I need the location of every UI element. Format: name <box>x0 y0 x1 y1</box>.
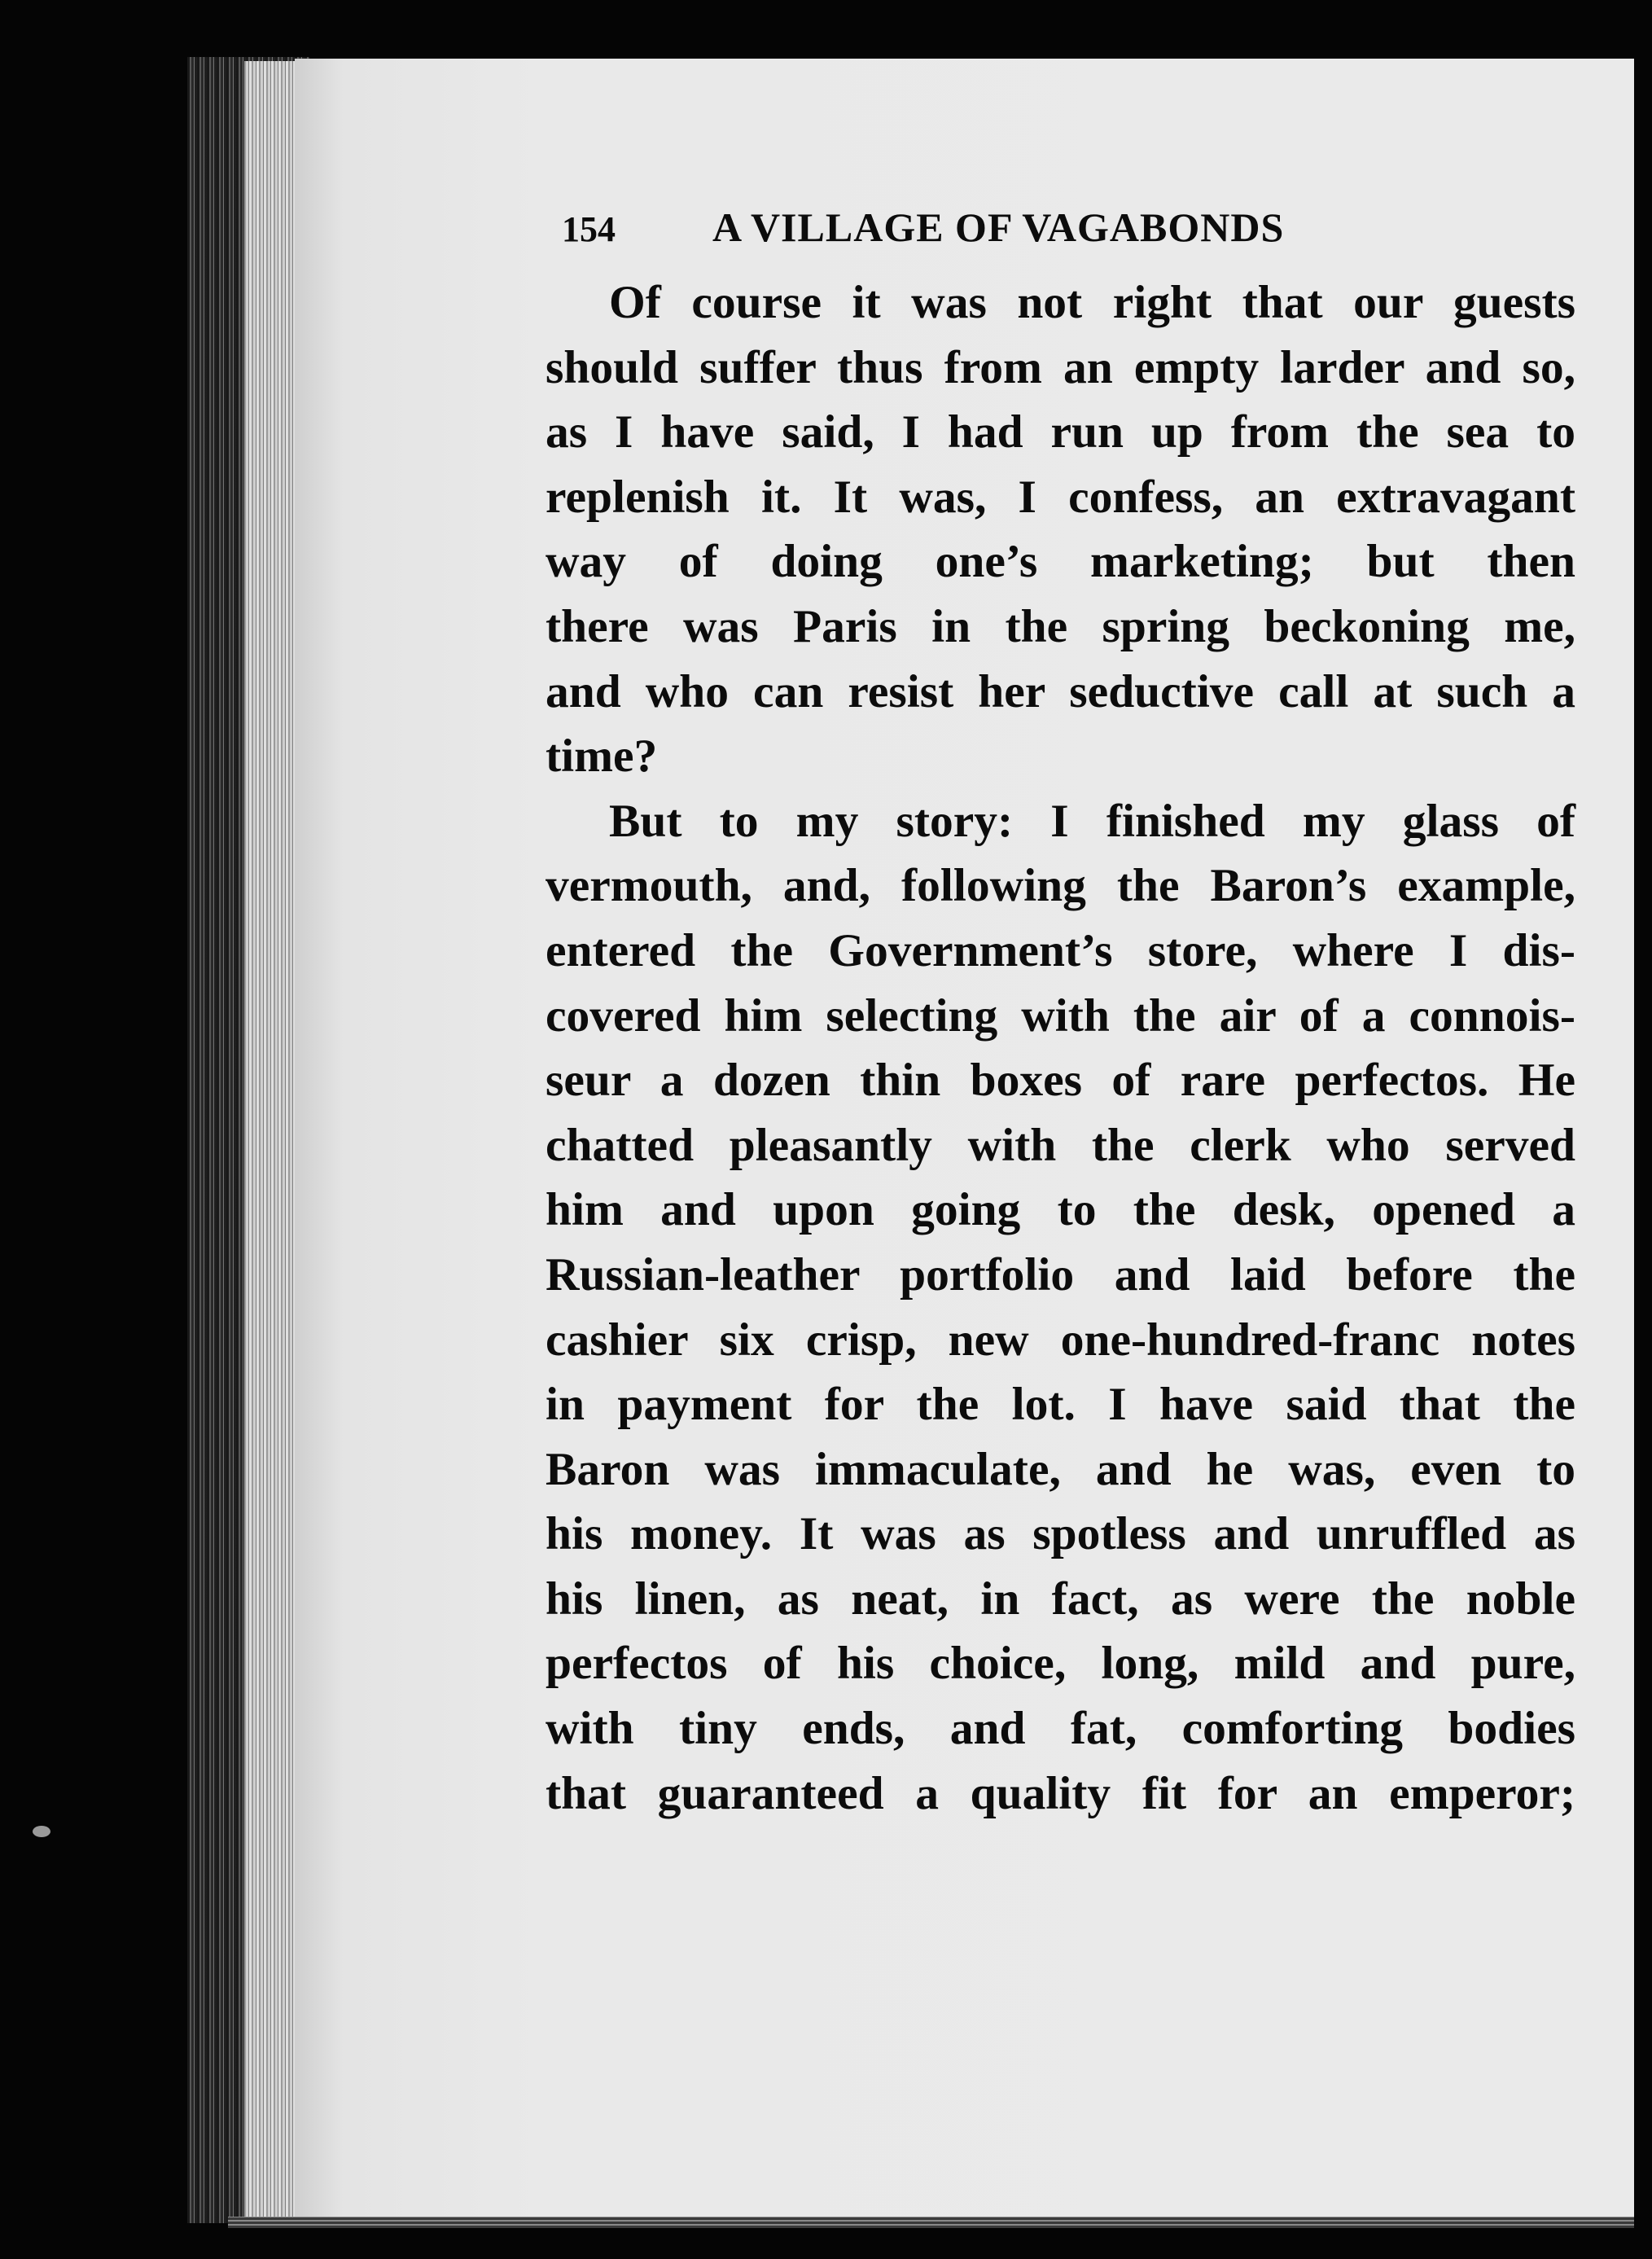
text-line: Of course it was not right that our guests <box>609 277 1575 328</box>
text-line: perfectos of his choice, long, mild and pure, <box>546 1638 1575 1690</box>
text-line: But to my story: I finished my glass of <box>609 795 1575 847</box>
text-line: chatted pleasantly with the clerk who served <box>546 1119 1575 1171</box>
text-line: replenish it. It was, I confess, an extravagant <box>546 471 1575 523</box>
body-text <box>546 270 1575 1826</box>
text-line: way of doing one’s marketing; but then <box>546 536 1575 588</box>
text-line: in payment for the lot. I have said that the <box>546 1379 1575 1431</box>
text-line: that guaranteed a quality fit for an emperor; <box>546 1767 1575 1819</box>
text-line: cashier six crisp, new one-hundred-franc notes <box>546 1314 1575 1366</box>
text-line: him and upon going to the desk, opened a <box>546 1184 1575 1236</box>
text-line: Russian-leather portfolio and laid before the <box>546 1248 1575 1301</box>
text-line: covered him selecting with the air of a connois- <box>546 989 1575 1042</box>
book-page-edges-inner <box>244 61 301 2219</box>
text-line: his money. It was as spotless and unruffled as <box>546 1508 1575 1560</box>
text-line: and who can resist her seductive call at such a <box>546 665 1575 717</box>
page-number: 154 <box>562 209 616 249</box>
text-line: should suffer thus from an empty larder and so, <box>546 341 1575 393</box>
text-line: Baron was immaculate, and he was, even to <box>546 1443 1575 1495</box>
text-line: as I have said, I had run up from the sea to <box>546 406 1575 458</box>
scan-marker <box>33 1826 50 1837</box>
text-line: seur a dozen thin boxes of rare perfectos. He <box>546 1055 1575 1107</box>
text-line: vermouth, and, following the Baron’s example, <box>546 860 1575 912</box>
text-line: entered the Government’s store, where I dis- <box>546 924 1575 976</box>
text-line: there was Paris in the spring beckoning me, <box>546 600 1575 652</box>
text-line: his linen, as neat, in fact, as were the noble <box>546 1573 1575 1625</box>
text-line: time? <box>546 730 658 783</box>
text-line: with tiny ends, and fat, comforting bodies <box>546 1703 1575 1755</box>
running-title: A VILLAGE OF VAGABONDS <box>712 204 1285 250</box>
book-bottom-edge <box>228 2217 1634 2228</box>
page-header <box>562 204 1392 261</box>
